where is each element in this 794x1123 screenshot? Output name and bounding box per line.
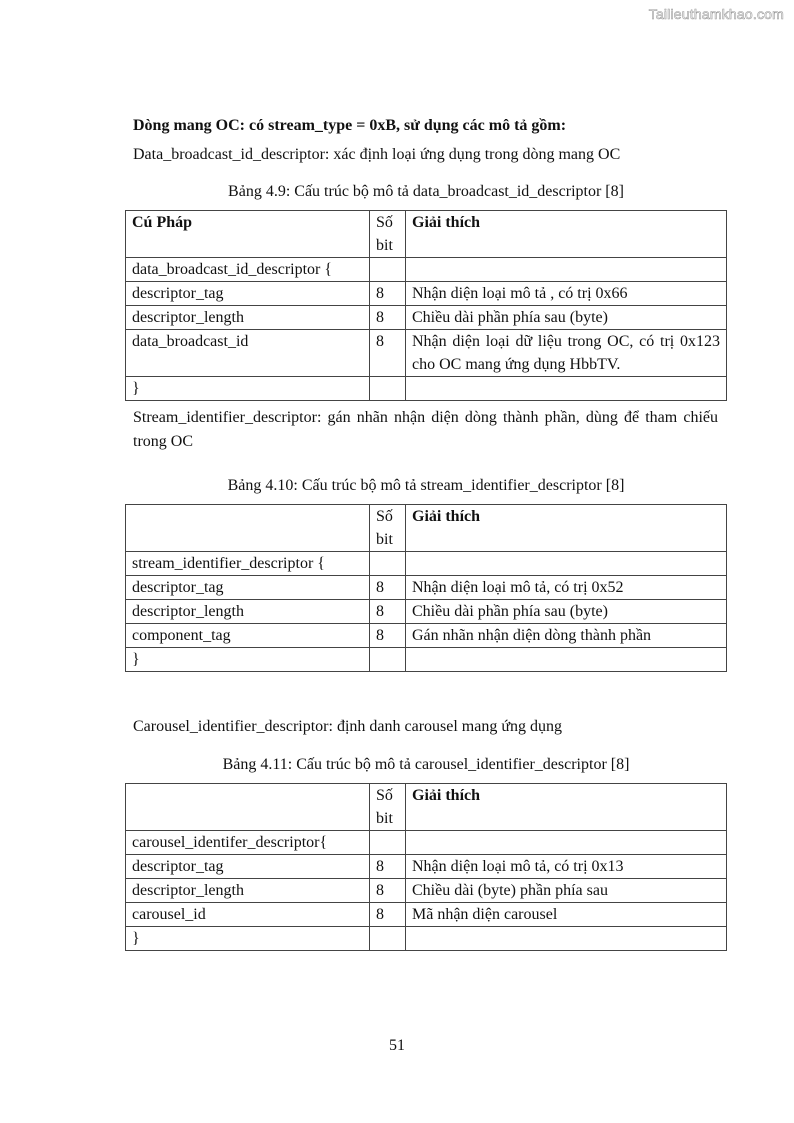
- descriptor-close: }: [126, 377, 370, 401]
- field-bits: 8: [370, 624, 406, 648]
- field-name: descriptor_tag: [126, 282, 370, 306]
- empty-cell: [406, 377, 727, 401]
- field-description: Chiều dài phần phía sau (byte): [406, 306, 727, 330]
- field-name: descriptor_length: [126, 306, 370, 330]
- empty-cell: [370, 648, 406, 672]
- empty-cell: [406, 552, 727, 576]
- empty-cell: [370, 831, 406, 855]
- field-name: descriptor_length: [126, 600, 370, 624]
- empty-cell: [370, 258, 406, 282]
- table-row: [126, 552, 727, 576]
- header-description: Giải thích: [406, 505, 727, 552]
- empty-cell: [406, 927, 727, 951]
- descriptor-open: carousel_identifer_descriptor{: [126, 831, 370, 855]
- header-bits: Số bit: [370, 505, 406, 552]
- table-row: [126, 648, 727, 672]
- field-name: descriptor_tag: [126, 855, 370, 879]
- table-4-9-caption: Bảng 4.9: Cấu trúc bộ mô tả data_broadcast_id_descriptor [8]: [228, 183, 624, 200]
- table-4-10: [125, 504, 727, 672]
- table-row: [126, 879, 727, 903]
- section-heading: Dòng mang OC: có stream_type = 0xB, sử dụng các mô tả gồm:: [133, 117, 567, 134]
- intro-data-broadcast: Data_broadcast_id_descriptor: xác định loại ứng dụng trong dòng mang OC: [133, 146, 621, 163]
- header-syntax: [126, 505, 370, 552]
- table-row: [126, 377, 727, 401]
- page-number: 51: [389, 1037, 405, 1054]
- empty-cell: [370, 927, 406, 951]
- field-description: Gán nhãn nhận diện dòng thành phần: [406, 624, 727, 648]
- field-name: descriptor_length: [126, 879, 370, 903]
- header-description: Giải thích: [406, 784, 727, 831]
- header-bits: Số bit: [370, 211, 406, 258]
- table-4-9: [125, 210, 727, 401]
- watermark-text: Tailieuthamkhao.com: [648, 6, 784, 22]
- table-row: [126, 855, 727, 879]
- table-row: [126, 282, 727, 306]
- descriptor-close: }: [126, 927, 370, 951]
- field-bits: 8: [370, 903, 406, 927]
- table-4-11: [125, 783, 727, 951]
- field-description: Mã nhận diện carousel: [406, 903, 727, 927]
- field-description: Chiều dài phần phía sau (byte): [406, 600, 727, 624]
- field-description: Nhận diện loại mô tả, có trị 0x52: [406, 576, 727, 600]
- table-row: [126, 330, 727, 377]
- intro-stream-identifier: Stream_identifier_descriptor: gán nhãn nhận diện dòng thành phần, dùng để tham chiếu trong OC: [133, 409, 718, 450]
- field-bits: 8: [370, 600, 406, 624]
- descriptor-open: data_broadcast_id_descriptor {: [126, 258, 370, 282]
- field-name: data_broadcast_id: [126, 330, 370, 377]
- table-row: [126, 258, 727, 282]
- field-name: component_tag: [126, 624, 370, 648]
- field-description: Chiều dài (byte) phần phía sau: [406, 879, 727, 903]
- table-row: [126, 903, 727, 927]
- table-row: [126, 927, 727, 951]
- header-bits: Số bit: [370, 784, 406, 831]
- field-bits: 8: [370, 282, 406, 306]
- table-header-row: [126, 211, 727, 258]
- field-name: carousel_id: [126, 903, 370, 927]
- empty-cell: [406, 258, 727, 282]
- table-row: [126, 576, 727, 600]
- empty-cell: [406, 648, 727, 672]
- table-header-row: [126, 784, 727, 831]
- field-description: Nhận diện loại mô tả, có trị 0x13: [406, 855, 727, 879]
- descriptor-open: stream_identifier_descriptor {: [126, 552, 370, 576]
- table-row: [126, 600, 727, 624]
- empty-cell: [406, 831, 727, 855]
- table-row: [126, 831, 727, 855]
- field-bits: 8: [370, 330, 406, 377]
- field-bits: 8: [370, 855, 406, 879]
- intro-carousel-identifier: Carousel_identifier_descriptor: định danh carousel mang ứng dụng: [133, 718, 563, 735]
- field-description: Nhận diện loại dữ liệu trong OC, có trị 0x123 cho OC mang ứng dụng HbbTV.: [406, 330, 727, 377]
- header-syntax: [126, 784, 370, 831]
- field-bits: 8: [370, 879, 406, 903]
- empty-cell: [370, 552, 406, 576]
- field-bits: 8: [370, 576, 406, 600]
- table-header-row: [126, 505, 727, 552]
- table-4-11-caption: Bảng 4.11: Cấu trúc bộ mô tả carousel_identifier_descriptor [8]: [222, 756, 630, 773]
- header-syntax: Cú Pháp: [126, 211, 370, 258]
- field-bits: 8: [370, 306, 406, 330]
- table-row: [126, 306, 727, 330]
- table-4-10-caption: Bảng 4.10: Cấu trúc bộ mô tả stream_identifier_descriptor [8]: [227, 477, 625, 494]
- field-description: Nhận diện loại mô tả , có trị 0x66: [406, 282, 727, 306]
- field-name: descriptor_tag: [126, 576, 370, 600]
- header-description: Giải thích: [406, 211, 727, 258]
- empty-cell: [370, 377, 406, 401]
- descriptor-close: }: [126, 648, 370, 672]
- table-row: [126, 624, 727, 648]
